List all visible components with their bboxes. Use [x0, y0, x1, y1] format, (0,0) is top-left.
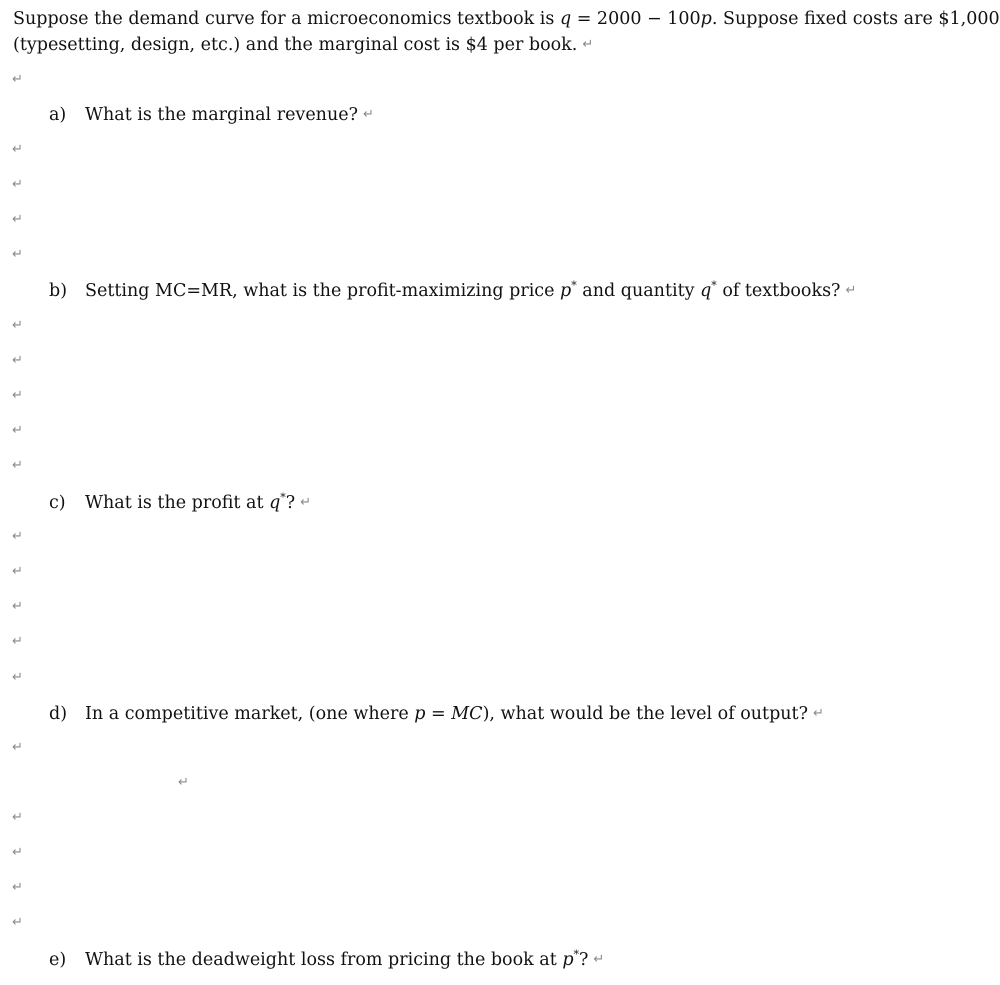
var-p: p: [562, 950, 574, 970]
question-text: What is the marginal revenue?: [85, 105, 358, 125]
intro-text-start: Suppose the demand curve for a microeconomics textbook is: [13, 9, 560, 29]
var-q: q: [700, 281, 712, 301]
paragraph-mark-icon: ↵: [12, 915, 23, 930]
question-b: [49, 278, 856, 304]
paragraph-mark-icon: ↵: [12, 599, 23, 614]
question-text: ), what would be the level of output?: [482, 704, 808, 724]
question-text: and quantity: [576, 281, 701, 301]
paragraph-mark-icon: ↵: [812, 706, 824, 721]
paragraph-mark-icon: ↵: [12, 529, 23, 544]
question-label: a): [49, 105, 67, 125]
question-text: What is the profit at: [85, 493, 270, 513]
var-p: p: [560, 281, 572, 301]
paragraph-mark-icon: ↵: [300, 495, 312, 510]
paragraph-mark-icon: ↵: [582, 37, 594, 52]
paragraph-mark-icon: ↵: [12, 72, 23, 87]
paragraph-mark-icon: ↵: [12, 634, 23, 649]
paragraph-mark-icon: ↵: [12, 142, 23, 157]
var-mc: MC: [451, 704, 483, 724]
paragraph-mark-icon: ↵: [12, 423, 23, 438]
question-label: c): [49, 493, 66, 513]
question-text: of textbooks?: [716, 281, 841, 301]
paragraph-mark-icon: ↵: [12, 247, 23, 262]
paragraph-mark-icon: ↵: [12, 212, 23, 227]
question-c: [49, 490, 311, 516]
intro-line-2-text: (typesetting, design, etc.) and the marginal cost is $4 per book.: [13, 35, 578, 55]
intro-text-end: . Suppose fixed costs are $1,000: [711, 9, 1000, 29]
question-text: ?: [285, 493, 296, 513]
question-text: ?: [579, 950, 589, 970]
superscript-star: *: [571, 279, 577, 292]
eq-var-q: q: [559, 9, 572, 29]
paragraph-mark-icon: ↵: [178, 775, 189, 790]
question-text: Setting MC=MR, what is the profit-maximizing price: [85, 281, 561, 301]
question-e: [49, 947, 604, 973]
paragraph-mark-icon: ↵: [12, 353, 23, 368]
paragraph-mark-icon: ↵: [12, 810, 23, 825]
paragraph-mark-icon: ↵: [12, 388, 23, 403]
question-label: b): [49, 281, 68, 301]
paragraph-mark-icon: ↵: [12, 740, 23, 755]
question-label: d): [49, 704, 68, 724]
equals-sign: =: [425, 704, 452, 724]
superscript-star: *: [280, 491, 286, 504]
superscript-star: *: [711, 279, 717, 292]
var-p: p: [414, 704, 426, 724]
paragraph-mark-icon: ↵: [593, 952, 605, 967]
paragraph-mark-icon: ↵: [12, 880, 23, 895]
paragraph-mark-icon: ↵: [845, 283, 857, 298]
var-q: q: [269, 493, 281, 513]
superscript-star: *: [573, 948, 580, 961]
question-text: What is the deadweight loss from pricing the book at: [85, 950, 563, 970]
question-label: e): [49, 950, 67, 970]
paragraph-mark-icon: ↵: [12, 177, 23, 192]
question-text: In a competitive market, (one where: [85, 704, 415, 724]
paragraph-mark-icon: ↵: [12, 318, 23, 333]
demand-equation: [560, 9, 712, 29]
paragraph-mark-icon: ↵: [12, 564, 23, 579]
paragraph-mark-icon: ↵: [12, 845, 23, 860]
paragraph-mark-icon: ↵: [12, 670, 23, 685]
paragraph-mark-icon: ↵: [362, 107, 374, 122]
question-d: [49, 701, 824, 727]
intro-line-1: [13, 6, 1000, 32]
question-a: [49, 102, 374, 128]
paragraph-mark-icon: ↵: [12, 458, 23, 473]
intro-line-2: [13, 32, 593, 58]
eq-rest: = 2000 − 100: [571, 9, 701, 29]
eq-var-p: p: [700, 9, 712, 29]
